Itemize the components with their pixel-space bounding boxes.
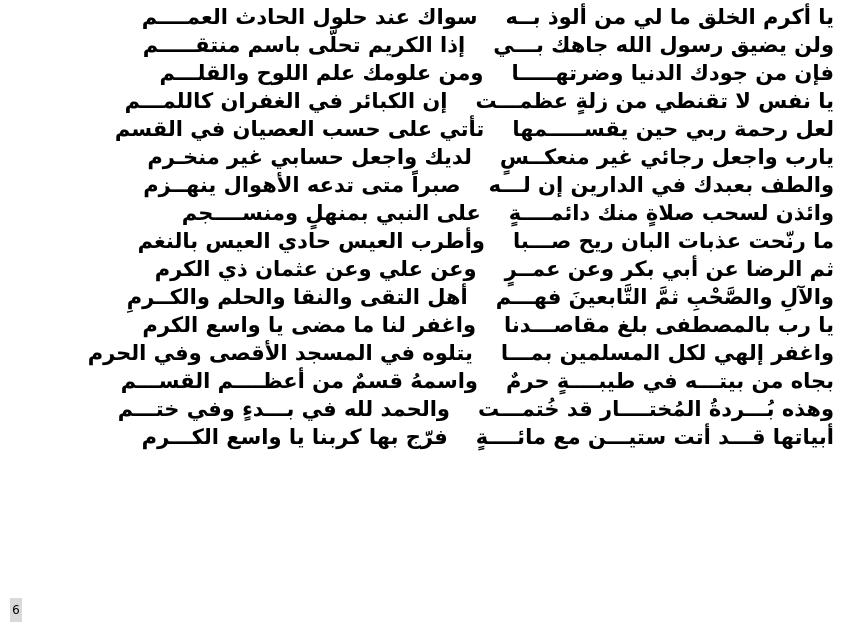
verse-second-hemistich: واسمهُ قسمٌ من أعظــــم القســـم — [120, 369, 478, 393]
verse-first-hemistich: أبياتها قـــد أتت ستيـــن مع مائــــةٍ — [475, 425, 834, 449]
verse-first-hemistich: واغفر إلهي لكل المسلمين بمـــا — [500, 341, 834, 365]
verse-second-hemistich: تأتي على حسب العصيان في القسم — [114, 117, 485, 141]
verse-first-hemistich: ولن يضيق رسول الله جاهك بـــي — [493, 33, 834, 57]
verse-first-hemistich: ثم الرضا عن أبي بكر وعن عمــرٍ — [504, 257, 834, 281]
verse-second-hemistich: إن الكبائر في الغفران كاللمـــم — [124, 89, 448, 113]
verse-second-hemistich: والحمد لله في بـــدءٍ وفي ختـــم — [117, 397, 450, 421]
verse-first-hemistich: ما رنّحت عذبات البان ريح صـــبا — [513, 229, 834, 253]
verse-second-hemistich: ومن علومك علم اللوح والقلـــم — [159, 61, 484, 85]
verse-first-hemistich: يا رب بالمصطفى بلغ مقاصـــدنا — [504, 313, 834, 337]
verse-first-hemistich: يا نفس لا تقنطي من زلةٍ عظمـــت — [475, 89, 834, 113]
verse-first-hemistich: يارب واجعل رجائي غير منعكــسٍ — [499, 145, 834, 169]
verse-first-hemistich: والطف بعبدك في الدارين إن لـــه — [488, 173, 834, 197]
verse-first-hemistich: لعل رحمة ربي حين يقســـــمها — [512, 117, 834, 141]
verse-line — [12, 31, 834, 59]
verse-second-hemistich: يتلوه في المسجد الأقصى وفي الحرم — [87, 341, 473, 365]
verse-line — [12, 227, 834, 255]
verse-first-hemistich: فإن من جودك الدنيا وضرتهـــــا — [511, 61, 834, 85]
verse-line — [12, 171, 834, 199]
verse-line — [12, 143, 834, 171]
verse-line — [12, 283, 834, 311]
verse-line — [12, 115, 834, 143]
verse-line — [12, 395, 834, 423]
verse-second-hemistich: واغفر لنا ما مضى يا واسع الكرم — [142, 313, 477, 337]
verse-line — [12, 255, 834, 283]
verse-first-hemistich: والآلِ والصَّحْبِ ثمَّ التَّابعينَ فهـــم — [495, 285, 834, 309]
verse-line — [12, 311, 834, 339]
verse-second-hemistich: لديك واجعل حسابي غير منخـرم — [147, 145, 472, 169]
verse-first-hemistich: بجاه من بيتـــه في طيبــــةٍ حرمٌ — [505, 369, 834, 393]
poem-body — [12, 3, 834, 451]
verse-line — [12, 199, 834, 227]
verse-first-hemistich: وهذه بُـــردةُ المُختــــار قد خُتمـــت — [477, 397, 834, 421]
verse-second-hemistich: على النبي بمنهلٍ ومنســــجم — [181, 201, 481, 225]
verse-first-hemistich: وائذن لسحب صلاةٍ منك دائمــــةٍ — [508, 201, 834, 225]
verse-line — [12, 339, 834, 367]
verse-line — [12, 367, 834, 395]
verse-second-hemistich: إذا الكريم تحلّى باسم منتقـــــم — [142, 33, 466, 57]
verse-second-hemistich: صبراً متى تدعه الأهوال ينهــزم — [143, 173, 461, 197]
verse-first-hemistich: يا أكرم الخلق ما لي من ألوذ بــه — [505, 5, 834, 29]
verse-second-hemistich: سواك عند حلول الحادث العمــــم — [141, 5, 478, 29]
verse-line — [12, 59, 834, 87]
verse-second-hemistich: أهل التقى والنقا والحلم والكــرمِ — [126, 285, 468, 309]
verse-line — [12, 87, 834, 115]
verse-second-hemistich: فرّج بها كربنا يا واسع الكـــرم — [141, 425, 448, 449]
verse-second-hemistich: وأطرب العيس حادي العيس بالنغم — [137, 229, 485, 253]
verse-second-hemistich: وعن علي وعن عثمان ذي الكرم — [154, 257, 477, 281]
verse-line — [12, 423, 834, 451]
page-number: 6 — [10, 598, 22, 622]
verse-line — [12, 3, 834, 31]
